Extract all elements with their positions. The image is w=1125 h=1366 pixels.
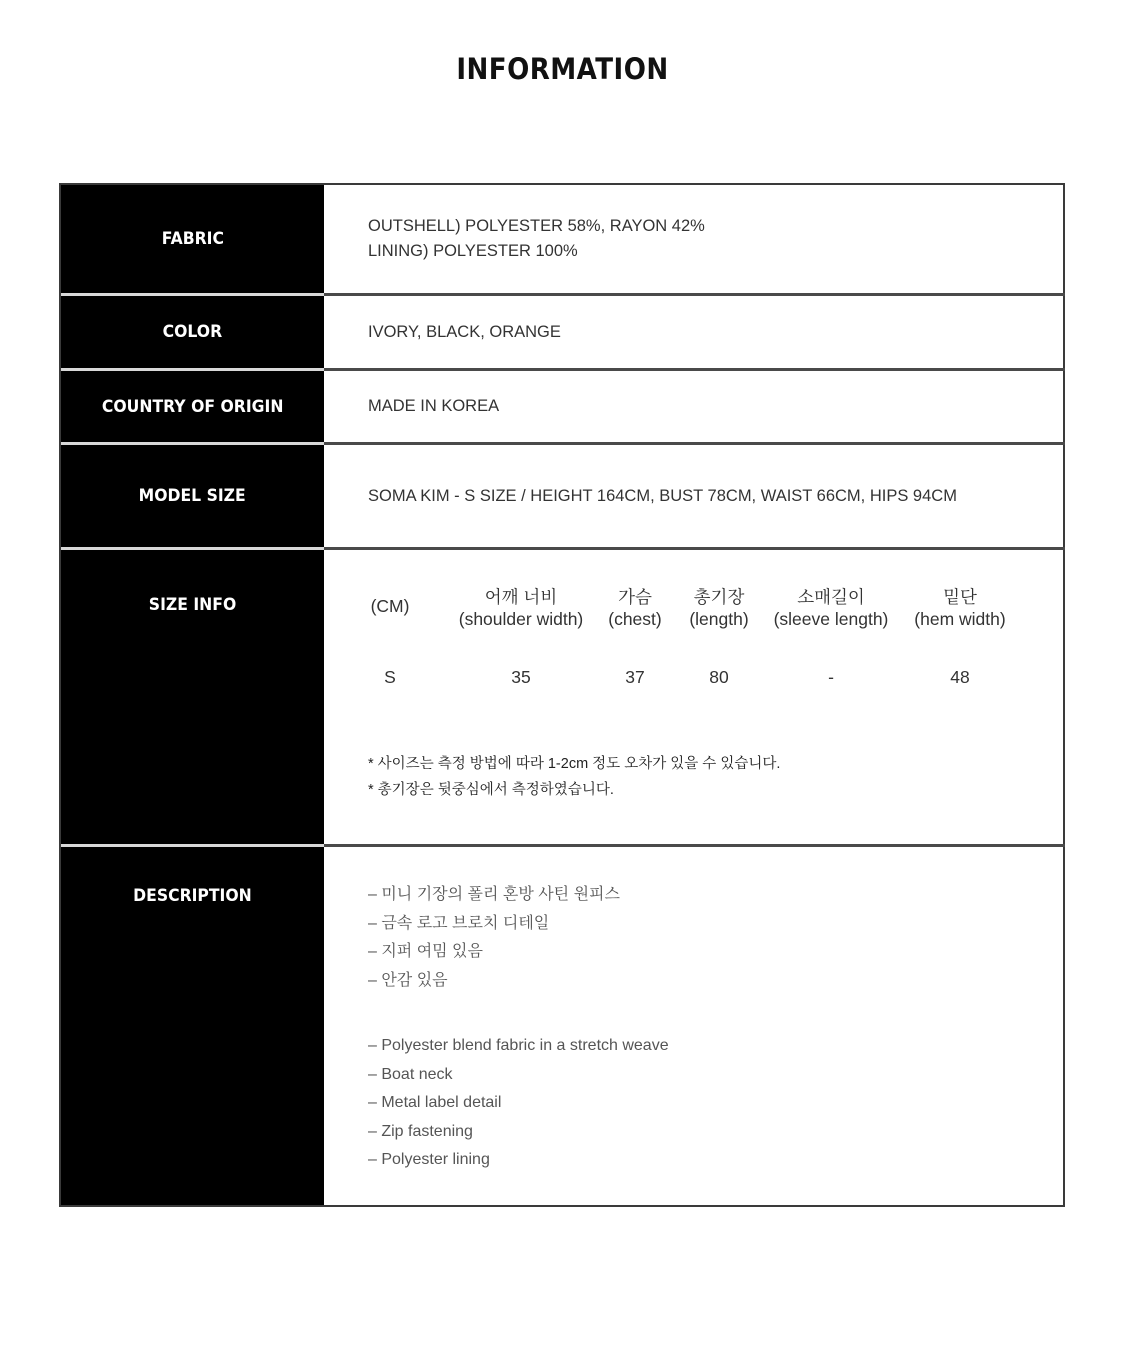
fabric-outshell-text: OUTSHELL) POLYESTER 58%, RAYON 42% (368, 217, 705, 235)
information-table (59, 183, 1065, 1207)
description-en-item: – Polyester blend fabric in a stretch weave (368, 1037, 669, 1054)
description-en-item: – Boat neck (368, 1065, 453, 1083)
size-info-value-cell (324, 550, 1065, 844)
color-value-cell (324, 296, 1065, 368)
size-col-chest-en: (chest) (608, 609, 662, 629)
size-unit-text: (CM) (370, 596, 410, 616)
origin-label-cell (61, 371, 324, 442)
size-col-hem-ko: 밑단 (943, 587, 977, 607)
size-value-hem: 48 (950, 667, 970, 687)
description-row (61, 847, 1065, 1205)
size-col-length-en: (length) (689, 609, 749, 629)
size-info-row (61, 550, 1065, 844)
fabric-lining-text: LINING) POLYESTER 100% (368, 242, 578, 260)
size-col-hem (900, 586, 1020, 630)
fabric-label: FABRIC (161, 229, 224, 249)
model-size-row (61, 445, 1065, 547)
fabric-row (61, 185, 1065, 293)
description-en-item: – Polyester lining (368, 1151, 490, 1168)
description-value-cell (324, 847, 1065, 1205)
description-en-list (368, 1032, 669, 1175)
size-value-length: 80 (709, 667, 729, 687)
page-title: INFORMATION (456, 52, 669, 86)
size-col-sleeve-en: (sleeve length) (773, 609, 889, 629)
description-ko-item: – 지퍼 여밈 있음 (368, 943, 483, 960)
size-note-tolerance: * 사이즈는 측정 방법에 따라 1-2cm 정도 오차가 있을 수 있습니다. (368, 756, 781, 772)
model-size-label: MODEL SIZE (138, 486, 247, 506)
description-ko-list (368, 881, 620, 995)
origin-value-cell (324, 371, 1065, 442)
size-col-shoulder-ko: 어깨 너비 (484, 587, 558, 607)
description-en-item: – Zip fastening (368, 1122, 473, 1140)
size-col-chest (598, 586, 672, 630)
description-ko-item: – 금속 로고 브로치 디테일 (368, 914, 550, 932)
size-col-shoulder-en: (shoulder width) (458, 609, 584, 629)
size-col-sleeve (764, 586, 898, 630)
model-size-value-cell (324, 445, 1065, 547)
size-info-label-cell (61, 550, 324, 844)
description-en-item: – Metal label detail (368, 1094, 502, 1111)
size-col-length (674, 586, 764, 630)
model-size-label-cell (61, 445, 324, 547)
size-unit-header (352, 595, 428, 617)
origin-label: COUNTRY OF ORIGIN (101, 396, 284, 417)
fabric-label-cell (61, 185, 324, 293)
fabric-value-cell (324, 185, 1065, 293)
size-info-label: SIZE INFO (148, 595, 237, 615)
color-label-cell (61, 296, 324, 368)
origin-row (61, 371, 1065, 442)
model-size-value: SOMA KIM - S SIZE / HEIGHT 164CM, BUST 78CM, WAIST 66CM, HIPS 94CM (368, 486, 957, 505)
description-ko-item: – 미니 기장의 폴리 혼방 사틴 원피스 (368, 886, 620, 903)
size-col-shoulder (444, 586, 598, 630)
description-ko-item: – 안감 있음 (368, 971, 448, 989)
color-value: IVORY, BLACK, ORANGE (368, 322, 561, 341)
size-value-chest: 37 (625, 667, 645, 687)
size-row-label: S (384, 667, 396, 687)
color-row (61, 296, 1065, 368)
size-value-shoulder: 35 (511, 667, 531, 687)
size-note-length: * 총기장은 뒷중심에서 측정하였습니다. (368, 782, 614, 798)
description-label: DESCRIPTION (133, 886, 252, 906)
color-label: COLOR (162, 322, 223, 342)
description-label-cell (61, 847, 324, 1205)
size-col-sleeve-ko: 소매길이 (797, 587, 865, 607)
size-col-hem-en: (hem width) (914, 609, 1006, 629)
size-value-sleeve: - (828, 667, 834, 687)
origin-value: MADE IN KOREA (368, 397, 500, 415)
size-col-chest-ko: 가슴 (618, 587, 652, 607)
size-col-length-ko: 총기장 (693, 587, 745, 607)
